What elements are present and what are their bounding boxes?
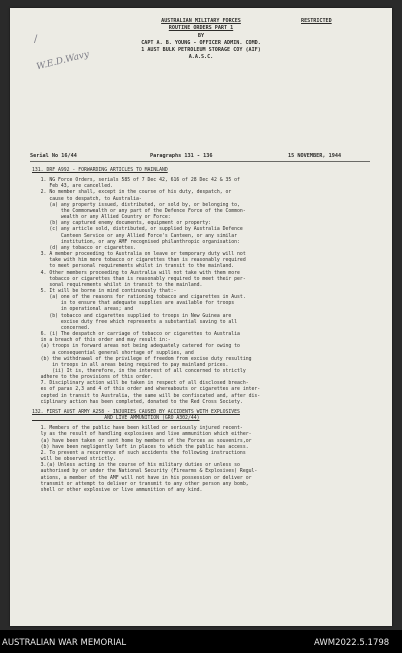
body-line: cause to despatch, to Australia- — [32, 196, 142, 202]
header-divider — [30, 161, 370, 162]
body-line: 3. A member proceeding to Australia on leave or temporary duty will not — [32, 252, 246, 258]
header-line-orders: ROUTINE ORDERS PART 1 — [168, 25, 234, 32]
body-line: 3.(a) Unless acting in the course of his military duties or unless so — [32, 463, 240, 469]
document-page — [10, 8, 392, 626]
body-line: in troops in all areas being required to pay mainland prices. — [32, 362, 229, 368]
body-line: the Commonwealth or any part of the Defence Force of the Common- — [32, 208, 246, 214]
handwritten-annotation: W.E.D.Wavy — [35, 49, 91, 73]
body-line: institution, or any AMF recognised philanthropic organisation: — [32, 239, 240, 245]
classification-label: RESTRICTED — [301, 18, 332, 24]
body-line: to meet personal requirements whilst in transit to the mainland. — [32, 264, 235, 270]
body-line: (c) any article sold, distributed, or supplied by Australia Defence — [32, 227, 243, 233]
body-line: (d) any tobacco or cigarettes. — [32, 245, 136, 251]
header-line-by: BY — [197, 32, 205, 39]
body-line: (b) any captured enemy documents, equipment or property: — [32, 221, 212, 227]
body-line: 7. Disciplinary action will be taken in respect of all disclosed breach- — [32, 381, 249, 387]
body-line: (b) have been negligently left in places to which the public has access. — [32, 444, 249, 450]
body-line: concerned. — [32, 325, 90, 331]
header-line-officer: CAPT A. B. YOUNG - OFFICER ADMIN. COMD. — [141, 39, 261, 46]
body-line: (b) the withdrawal of the privilege of freedom from excise duty resulting — [32, 356, 252, 362]
body-line: Feb 43, are cancelled. — [32, 184, 113, 190]
body-line: 1. NG Force Orders, serials 585 of 7 Dec 42, 616 of 28 Dec 42 & 35 of — [32, 178, 240, 184]
archive-name: AUSTRALIAN WAR MEMORIAL — [2, 638, 127, 648]
order-heading: 131. DRF A992 - FORWARDING ARTICLES TO MAINLAND — [32, 168, 168, 173]
body-line: (a) have been taken or sent home by members of the Forces as souvenirs,or — [32, 438, 252, 444]
body-line: shell or other explosive or live ammunition of any kind. — [32, 487, 203, 493]
body-line: cepted in transit to Australia, the same will be confiscated and, after dis- — [32, 393, 261, 399]
body-line: (a) troops in forward areas not being adequately catered for owing to — [32, 344, 240, 350]
body-line: es of paras 2,3 and 4 of this order and whereabouts or cigarettes are inter- — [32, 387, 261, 393]
body-line: (b) tobacco and cigarettes supplied to troops in New Guinea are — [32, 313, 232, 319]
body-line: ciplinary action has been completed, donated to the Red Cross Society. — [32, 399, 243, 405]
body-line: ations, a member of the AMF will not have in his possession or deliver or — [32, 475, 252, 481]
body-line: 6. (i) The despatch or carriage of tobacco or cigarettes to Australia — [32, 332, 240, 338]
body-line: ly as the result of handling explosives and live ammunition which either- — [32, 432, 252, 438]
body-line: is to ensure that adequate supplies are available for troops — [32, 301, 235, 307]
body-line: a consequential general shortage of supplies, and — [32, 350, 194, 356]
body-line: in operational areas; and — [32, 307, 134, 313]
order-body-text — [32, 168, 374, 494]
body-line: wealth or any Allied Country or Force: — [32, 215, 171, 221]
order-heading: AND LIVE AMMUNITION (GRO A302/44) — [32, 416, 200, 422]
body-line: (ii) It is, therefore, in the interest of all concerned to strictly — [32, 369, 246, 374]
body-line: take with him more tobacco or cigarettes than is reasonably required — [32, 258, 246, 264]
paragraph-range: Paragraphs 131 - 136 — [150, 153, 213, 159]
body-line: adhere to the provisions of this order. — [32, 375, 154, 381]
body-line: excise duty free which represents a substantial saving to all — [32, 319, 238, 325]
body-line: (a) any property issued, distributed, or sold by, or belonging to, — [32, 202, 240, 208]
body-line: transmit or attempt to deliver or transmit to any other person any bomb, — [32, 481, 249, 487]
archive-footer — [0, 630, 402, 653]
body-line: authorised by or under the National Security (Firearms & Explosives) Regul- — [32, 469, 258, 475]
body-line: 4. Other members proceeding to Australia will not take with them more — [32, 270, 240, 276]
serial-number: Serial No 16/44 — [30, 153, 77, 159]
document-header — [10, 18, 392, 62]
body-line: tobacco or cigarettes than is reasonably required to meet their per- — [32, 276, 246, 282]
body-line: (a) one of the reasons for rationing tobacco and cigarettes in Aust. — [32, 295, 246, 301]
order-heading: 132. FIRST AUST ARMY A258 - INJURIES CAUSED BY ACCIDENTS WITH EXPLOSIVES — [32, 409, 240, 415]
header-line-corps: A.A.S.C. — [188, 54, 214, 61]
body-line: will be observed strictly. — [32, 457, 116, 463]
body-line: 5. It will be borne in mind continuously that:- — [32, 288, 177, 294]
body-line: sonal requirements whilst in transit to the mainland. — [32, 282, 203, 288]
corner-pencil-mark: / — [34, 34, 38, 45]
header-line-unit: 1 AUST BULK PETROLEUM STORAGE COY (AIF) — [141, 47, 261, 54]
body-line: Canteen Service or any Allied Force's Canteen, or any similar — [32, 233, 238, 239]
body-line: 2. To prevent a recurrence of such accidents the following instructions — [32, 450, 246, 456]
body-line: 1. Members of the public have been killed or seriously injured recent- — [32, 426, 243, 432]
body-line: 2. No member shall, except in the course of his duty, despatch, or — [32, 190, 232, 196]
archive-reference: AWM2022.5.1798 — [314, 638, 390, 648]
header-line-force: AUSTRALIAN MILITARY FORCES — [161, 18, 241, 24]
order-date: 15 NOVEMBER, 1944 — [288, 153, 342, 159]
body-line: in a breach of this order and may result in:- — [32, 338, 171, 344]
